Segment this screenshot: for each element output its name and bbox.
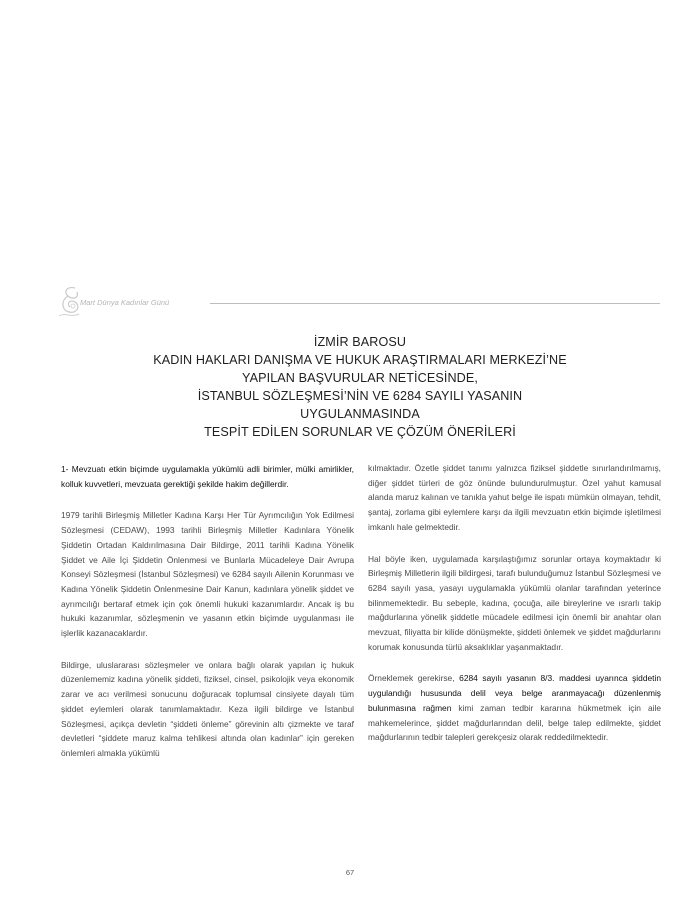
left-column	[61, 462, 354, 778]
title-line: İZMİR BAROSU	[313, 335, 407, 349]
right-column	[368, 461, 661, 762]
title-line: UYGULANMASINDA	[300, 407, 420, 421]
paragraph: kılmaktadır. Özetle şiddet tanımı yalnızca fiziksel şiddetle sınırlandırılmamış, diğer şiddet türleri de göz önünde bulundurulmuştur. Özel yahut kamusal alanda maruz kalınan ve tanıkla yahut belge ile ispatı mümkün olmayan, tehdit, şantaj, zorlama gibi eylemlere karşı da ilgili mevzuatın etkin biçimde işletilmesi imkanlı hale gelmektedir.	[368, 463, 661, 532]
title-line: İSTANBUL SÖZLEŞMESİ’NİN VE 6284 SAYILI YASANIN	[197, 389, 523, 403]
emphasized-text: 6284 sayılı yasanın 8/3. maddesi uyarınca şiddetin uygulandığı hususunda delil veya belge aranmayacağı düzenlenmiş bulunmasına rağmen	[368, 673, 661, 713]
paragraph: Hal böyle iken, uygulamada karşılaştığımız sorunlar ortaya koymaktadır ki Birleşmiş Milletlerin ilgili bildirgesi, tarafı bulunduğumuz İstanbul Sözleşmesi ve 6284 sayılı yasa, yasayı uygulamakla yükümlü olanlar tarafından yeterince bilinmemektedir. Bu sebeple, kadına, çocuğa, aile bireylerine ve ısrarlı takip mağdurlarına yönelik şiddetle mücadele edilmesi için önemli bir anahtar olan mevzuat, filiyatta bir kilide dönüşmekte, şiddeti önlemek ve şiddet mağdurlarını korumak konusunda türlü aksaklıklar yaşanmaktadır.	[368, 553, 661, 652]
header-rule	[210, 303, 660, 304]
paragraph-text: Örneklemek gerekirse,	[368, 673, 460, 684]
paragraph: Bildirge, uluslararası sözleşmeler ve onlara bağlı olarak yapılan iç hukuk düzenlememiz kadına yönelik şiddeti, fiziksel, cinsel, psikolojik veya ekonomik zarar ve acı verilmesi sonucunu doğuracak toplumsal cinsiyete dayalı tüm şiddet eylemleri olarak tanımlamaktadır. Keza ilgili bildirge ve İstanbul Sözleşmesi, açıkça devletin “şiddeti önleme” görevinin altı çizmekte ve taraf devletleri “şiddete maruz kalma tehlikesi altında olan kadınlar” için gereken önlemleri almakla yükümlü	[61, 659, 354, 758]
paragraph	[368, 671, 661, 745]
paragraph-text: kimi zaman tedbir kararına hükmetmek için aile mahkemelerince, şiddet mağdurlarından delil, belge talep edilmekte, şiddet mağdurlarının tedbir talepleri gerekçesiz olarak reddedilmektedir.	[368, 702, 661, 743]
running-header	[50, 282, 662, 322]
paragraph: 1979 tarihli Birleşmiş Milletler Kadına Karşı Her Tür Ayrımcılığın Yok Edilmesi Sözleşmesi (CEDAW), 1993 tarihli Birleşmiş Milletler Kadınlara Yönelik Şiddetin Ortadan Kaldırılmasına Dair Bildirge, 2011 tarihli Kadına Yönelik Şiddet ve Aile İçi Şiddetin Önlenmesi ve Bunlarla Mücadeleye Dair Avrupa Konseyi Sözleşmesi (İstanbul Sözleşmesi) ve 6284 sayılı Ailenin Korunması ve Kadına Yönelik Şiddetin Önlenmesine Dair Kanun, kadınlara yönelik şiddet ve ayrımcılığı bertaraf etmek için çok önemli hukuki kazanımlardır. Ancak iş bu hukuki kazanımlar, sözleşmenin ve yasanın etkin biçimde uygulanması ile işlerlik kazanacaklardır.	[61, 510, 354, 639]
section-heading: 1- Mevzuatı etkin biçimde uygulamakla yükümlü adli birimler, mülki amirlikler, kolluk kuvvetleri, mevzuata gerektiği şekilde hakim değillerdir.	[61, 464, 354, 489]
running-title: Mart Dünya Kadınlar Günü	[80, 298, 170, 307]
page-number: 67	[345, 868, 355, 877]
title-line: TESPİT EDİLEN SORUNLAR VE ÇÖZÜM ÖNERİLERİ	[204, 425, 516, 439]
title-line: YAPILAN BAŞVURULAR NETİCESİNDE,	[242, 371, 478, 385]
title-line: KADIN HAKLARI DANIŞMA VE HUKUK ARAŞTIRMALARI MERKEZİ’NE	[153, 353, 567, 367]
document-title	[60, 333, 660, 441]
